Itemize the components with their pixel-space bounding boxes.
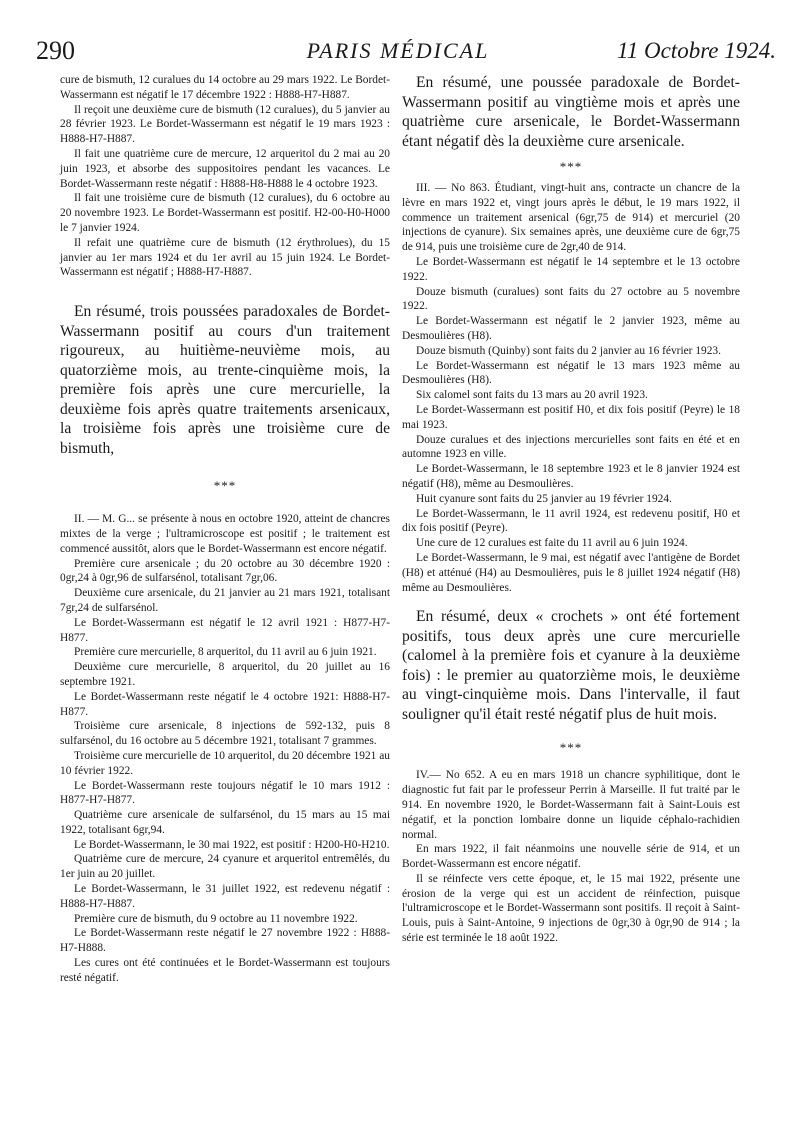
- case-paragraph: Douze bismuth (Quinby) sont faits du 2 janvier au 16 février 1923.: [416, 344, 721, 357]
- case-paragraph: Troisième cure mercurielle de 10 arqueritol, du 20 décembre 1921 au 10 février 1922.: [60, 749, 390, 777]
- case-paragraph: cure de bismuth, 12 curalues du 14 octobre au 29 mars 1922. Le Bordet-Wassermann est négatif le 17 décembre 1922 : H888-H7-H887.: [60, 74, 390, 101]
- case-intro: III. — No 863. Étudiant, vingt-huit ans, contracte un chancre de la lèvre en mars 1922 et, vingt jours après le début, le 19 mars 1922, il commence un traitement arsenical (6gr,75 de 914) et mercuriel (20 injections de cyanure). Six semaines après, une deuxième cure de 6gr,75 de 914, puis une troisième cure de 2gr,40 de 914.: [402, 182, 740, 254]
- case-paragraph: En mars 1922, il fait néanmoins une nouvelle série de 914, et un Bordet-Wassermann est encore négatif.: [402, 843, 740, 871]
- case-paragraph: Le Bordet-Wassermann est positif H0, et dix fois positif (Peyre) le 18 mai 1923.: [402, 403, 740, 431]
- case-paragraph: Le Bordet-Wassermann est négatif le 2 janvier 1923, même au Desmoulières (H8).: [402, 315, 740, 342]
- running-header: [20, 36, 776, 72]
- case-paragraph: Douze curalues et des injections mercurielles sont faits en été et en automne 1923 en ville.: [402, 433, 740, 461]
- case-paragraph: Huit cyanure sont faits du 25 janvier au 19 février 1924.: [416, 492, 672, 505]
- case-paragraph: Le Bordet-Wassermann est négatif le 13 mars 1923 même au Desmoulières (H8).: [402, 359, 740, 387]
- case-paragraph: Première cure mercurielle, 8 arqueritol, du 11 avril au 6 juin 1921.: [74, 646, 377, 659]
- case-paragraph: Quatrième cure de mercure, 24 cyanure et arqueritol entremêlés, du 1er juin au 20 juillet.: [60, 853, 390, 881]
- case-paragraph: Le Bordet-Wassermann, le 30 mai 1922, est positif : H200-H0-H210.: [74, 838, 390, 851]
- page-number: 290: [36, 36, 75, 65]
- case-paragraph: Le Bordet-Wassermann reste toujours négatif le 10 mars 1912 : H877-H7-H877.: [60, 779, 390, 807]
- case-paragraph: Douze bismuth (curalues) sont faits du 27 octobre au 5 novembre 1922.: [402, 285, 740, 313]
- case-paragraph: Six calomel sont faits du 13 mars au 20 avril 1923.: [416, 389, 648, 402]
- case-paragraph: Les cures ont été continuées et le Bordet-Wassermann est toujours resté négatif.: [60, 957, 390, 984]
- journal-title: PARIS MÉDICAL: [306, 38, 490, 63]
- case-paragraph: Troisième cure arsenicale, 8 injections de 592-132, puis 8 sulfarsénol, du 16 octobre au 5 décembre 1921, totalisant 7 grammes.: [60, 720, 390, 748]
- left-column: [60, 73, 390, 986]
- section-separator: ***: [559, 740, 583, 756]
- case-paragraph: Le Bordet-Wassermann reste négatif le 27 novembre 1922 : H888-H7-H888.: [60, 927, 390, 955]
- case-paragraph: Il refait une quatrième cure de bismuth (12 érythrolues), du 15 janvier au 1er mars 1924 et du 1er avril au 15 juin 1924. Le Bordet-Wassermann est négatif ; H888-H7-H887.: [60, 236, 390, 279]
- issue-date: 11 Octobre 1924.: [616, 38, 776, 63]
- case-paragraph: Il fait une quatrième cure de mercure, 12 arqueritol du 2 mai au 20 juin 1923, et absorbe des suppositoires pendant les vacances. Le Bordet-Wassermann reste négatif : H888-H8-H888 le 4 octobre 1923.: [60, 147, 390, 190]
- case-paragraph: Il se réinfecte vers cette époque, et, le 15 mai 1922, présente une érosion de la verge qui est un accident de réinfection, puisque l'ultramicroscope et le Bordet-Wassermann sont positifs. Il reçoit à Saint-Louis, puis à Saint-Antoine, 9 injections de 0gr,30 à 0gr,90 de 914 ; la série est terminée le 18 août 1922.: [402, 872, 740, 945]
- case-paragraph: Il fait une troisième cure de bismuth (12 curalues), du 6 octobre au 20 novembre 1923. Le Bordet-Wassermann est positif. H2-00-H0-H000 le 7 janvier 1924.: [60, 192, 390, 234]
- case-paragraph: Le Bordet-Wassermann est négatif le 14 septembre et le 13 octobre 1922.: [402, 255, 740, 283]
- case-paragraph: Le Bordet-Wassermann, le 18 septembre 1923 et le 8 janvier 1924 est négatif (H8), même au Desmoulières.: [402, 463, 740, 490]
- case-paragraph: Première cure arsenicale ; du 20 octobre au 30 décembre 1920 : 0gr,24 à 0gr,96 de sulfarsénol, totalisant 7gr,06.: [60, 557, 390, 585]
- case-paragraph: Le Bordet-Wassermann, le 11 avril 1924, est redevenu positif, H0 et dix fois positif (Peyre).: [402, 507, 740, 535]
- case-paragraph: Deuxième cure mercurielle, 8 arqueritol, du 20 juillet au 16 septembre 1921.: [60, 661, 390, 688]
- case-paragraph: Le Bordet-Wassermann reste négatif le 4 octobre 1921: H888-H7-H877.: [60, 690, 390, 718]
- case-intro: IV.— No 652. A eu en mars 1918 un chancre syphilitique, dont le diagnostic fut fait par le professeur Perrin à Marseille. Il fut traité par le 914. En novembre 1920, le Bordet-Wassermann fait à Saint-Louis est négatif, et la ponction lombaire donne un liquide céphalo-rachidien normal.: [402, 769, 740, 841]
- case-paragraph: Le Bordet-Wassermann, le 31 juillet 1922, est redevenu négatif : H888-H7-H887.: [60, 883, 390, 910]
- case-intro: II. — M. G... se présente à nous en octobre 1920, atteint de chancres mixtes de la verge ; l'ultramicroscope est positif ; le traitement est commencé aussitôt, alors que le Bordet-Wassermann est encore négatif.: [60, 513, 390, 555]
- case-paragraph: Une cure de 12 curalues est faite du 11 avril au 6 juin 1924.: [416, 537, 688, 550]
- case-paragraph: Le Bordet-Wassermann, le 9 mai, est négatif avec l'antigène de Bordet (H8) et atténué (H4) au Desmoulières, puis le 8 juillet 1924 négatif (H8) même au Desmoulières.: [402, 551, 740, 594]
- case-paragraph: Le Bordet-Wassermann est négatif le 12 avril 1921 : H877-H7-H877.: [60, 616, 390, 644]
- section-separator: ***: [559, 159, 583, 174]
- case-paragraph: Première cure de bismuth, du 9 octobre au 11 novembre 1922.: [74, 912, 358, 925]
- right-column: [402, 73, 740, 946]
- summary-paragraph: En résumé, une poussée paradoxale de Bordet-Wassermann positif au vingtième mois et après une quatrième cure arsenicale, le Bordet-Wassermann étant négatif dès la deuxième cure arsenicale.: [402, 74, 740, 150]
- case-paragraph: Il reçoit une deuxième cure de bismuth (12 curalues), du 5 janvier au 28 février 1923. Le Bordet-Wassermann est négatif le 19 mars 1923 : H888-H7-H887.: [60, 103, 390, 146]
- case-paragraph: Deuxième cure arsenicale, du 21 janvier au 21 mars 1921, totalisant 7gr,24 de sulfarsénol.: [60, 587, 390, 614]
- case-paragraph: Quatrième cure arsenicale de sulfarsénol, du 15 mars au 15 mai 1922, totalisant 6gr,94.: [60, 809, 390, 836]
- section-separator: ***: [213, 478, 237, 494]
- summary-paragraph: En résumé, trois poussées paradoxales de Bordet-Wassermann positif au cours d'un traitement rigoureux, au huitième-neuvième mois, au quatorzième mois, au trente-cinquième mois, la première fois après une cure mercurielle, la deuxième fois après quatre traitements arsenicaux, la troisième fois après une troisième cure de bismuth,: [60, 303, 390, 457]
- summary-paragraph: En résumé, deux « crochets » ont été fortement positifs, tous deux après une cure mercurielle (calomel à la première fois et cyanure à la deuxième fois) : le premier au quatorzième mois, le deuxième au vingt-cinquième mois. Dans l'intervalle, il faut souligner qu'il était resté négatif plus de huit mois.: [402, 608, 740, 723]
